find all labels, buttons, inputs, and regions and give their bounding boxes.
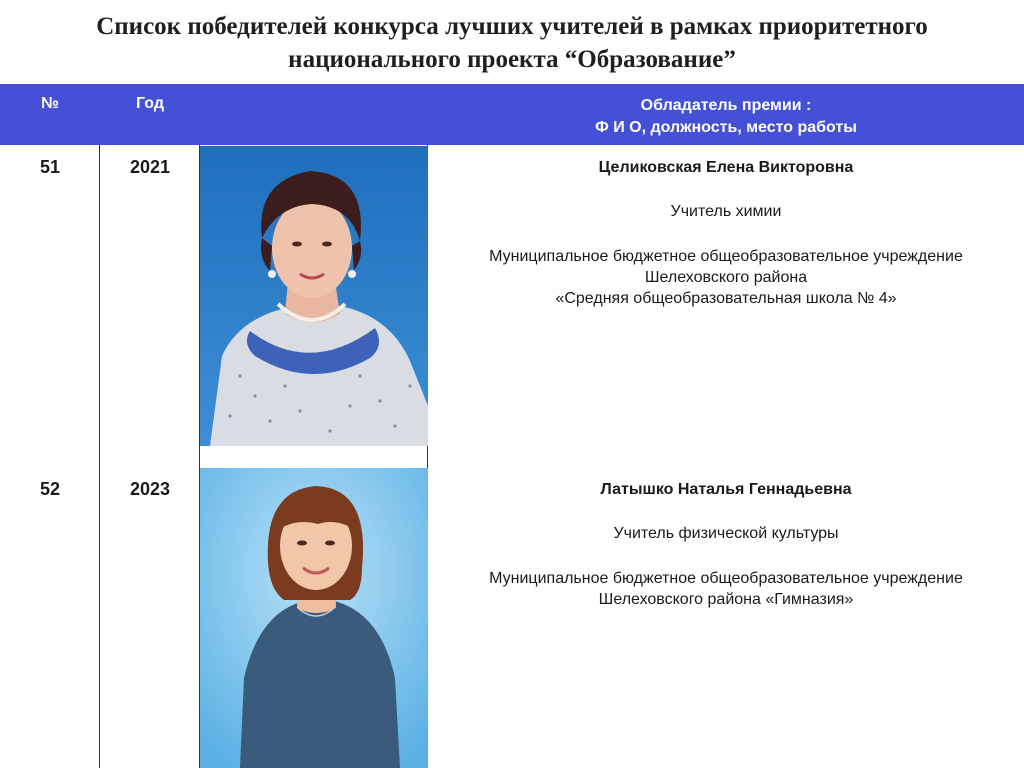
portrait-image [200,468,428,768]
winner-organization-line-1: Муниципальное бюджетное общеобразовательное учреждение [489,570,963,587]
winner-name: Целиковская Елена Викторовна [598,159,854,176]
row-number: 51 [39,157,61,177]
header-number: № [41,95,59,112]
teacher-photo [200,468,428,768]
table-header [0,84,1024,145]
winner-organization-line-2: Шелеховского района «Гимназия» [598,591,854,608]
row-number: 52 [39,479,61,499]
page-title-line-2: национального проекта “Образование” [288,46,736,73]
column-divider [99,145,100,768]
page-title-line-1: Список победителей конкурса лучших учителей в рамках приоритетного [96,13,928,40]
row-year: 2021 [129,157,171,177]
winner-position: Учитель физической культуры [613,525,839,542]
winner-organization-line-1: Муниципальное бюджетное общеобразовательное учреждение [489,248,963,265]
winner-info [428,479,1024,610]
page-title [0,10,1024,76]
winner-organization-line-2: Шелеховского района [644,269,808,286]
teacher-photo [200,146,428,446]
portrait-image [200,146,428,446]
header-owner-line-2: Ф И О, должность, место работы [595,119,857,136]
winner-name: Латышко Наталья Геннадьевна [600,481,852,498]
header-year: Год [136,95,164,112]
winner-position: Учитель химии [670,203,782,220]
header-owner [428,95,1024,139]
winner-info [428,157,1024,309]
row-year: 2023 [129,479,171,499]
header-owner-line-1: Обладатель премии : [640,97,812,114]
winner-organization-line-3: «Средняя общеобразовательная школа № 4» [555,290,897,307]
